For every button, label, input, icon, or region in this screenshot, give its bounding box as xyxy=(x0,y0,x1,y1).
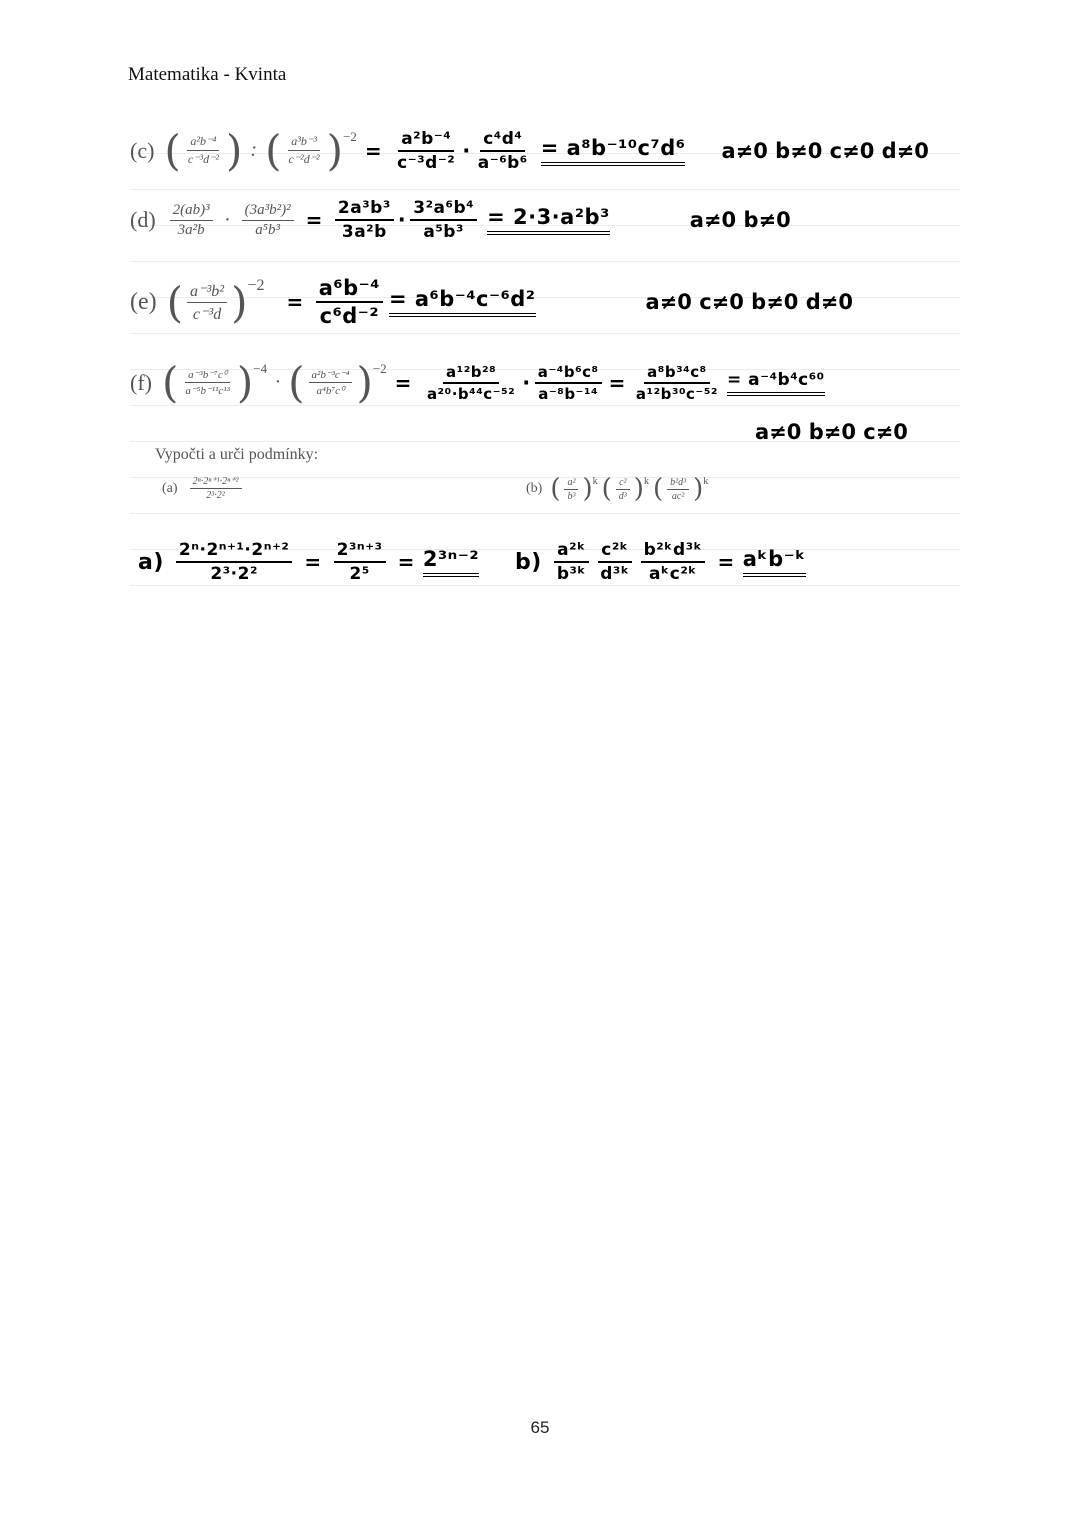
problem-label: (d) xyxy=(130,207,156,232)
problem-label: (c) xyxy=(130,137,155,163)
printed-fraction: $\frac{\text{a³b⁻³}}{\text{c⁻²d⁻²}}$ xyxy=(288,134,320,166)
page-number: 65 xyxy=(530,1418,550,1437)
handwritten-fraction: $\frac{\text{c²ᵏ}}{\text{d³ᵏ}}$ xyxy=(600,540,630,584)
solution-b: b) $\frac{\text{a²ᵏ}}{\text{b³ᵏ}}$ $\frac{\text{c²ᵏ}}{\text{d³ᵏ}}$ $\frac{\text{b²ᵏd³ᵏ}}{\text{aᵏc²ᵏ}}$ = aᵏb⁻ᵏ xyxy=(515,540,806,584)
printed-fraction: $\frac{\text{a⁻³b⁻⁷c⁰}}{\text{a⁻⁵b⁻¹¹c¹³}}$ xyxy=(185,369,230,397)
printed-fraction: $\frac{\text{c²}}{\text{d³}}$ xyxy=(616,477,630,502)
document-header: Matematika - Kvinta xyxy=(128,64,287,85)
handwritten-fraction: $\frac{\text{2a³b³}}{\text{3a²b}}$ xyxy=(335,198,394,242)
printed-fraction: $\frac{\text{(3a³b²)²}}{\text{a⁵b³}}$ xyxy=(242,202,294,239)
printed-fraction: $\frac{\text{a²b⁻³c⁻⁴}}{\text{a⁴b⁷c⁰}}$ xyxy=(309,368,353,397)
printed-fraction: $\frac{\text{a²b⁻⁴}}{\text{c⁻³d⁻²}}$ xyxy=(187,134,220,166)
handwritten-conditions: a≠0 c≠0 b≠0 d≠0 xyxy=(645,290,853,314)
solution-a: a) $\frac{\text{2ⁿ·2ⁿ⁺¹·2ⁿ⁺²}}{\text{2³·2²}}$ = $\frac{\text{2³ⁿ⁺³}}{\text{2⁵}}$ = 2³ⁿ⁻² xyxy=(138,540,480,584)
handwritten-result: = a⁻⁴b⁴c⁶⁰ xyxy=(727,370,825,396)
handwritten-fraction: $\frac{\text{b²ᵏd³ᵏ}}{\text{aᵏc²ᵏ}}$ xyxy=(641,540,706,584)
problem-f: (f) ( $\frac{\text{a⁻³b⁻⁷c⁰}}{\text{a⁻⁵b⁻¹¹c¹³}}$ ) −4 · ( $\frac{\text{a²b⁻³c⁻⁴}}{\text{a⁴b⁷c⁰}}$ ) −2 = $\frac{\text{a¹²b²⁸}}{\text{a²⁰·b⁴⁴c⁻⁵²}}$ · $\frac{\text{a⁻⁴b⁶c⁸}}{\text{a⁻⁸b⁻¹⁴}}$ = $\frac{\text{a⁸b³⁴c⁸}}{\text{a¹²b³⁰c⁻⁵²}}$ = a⁻⁴b⁴c⁶⁰ xyxy=(130,358,825,407)
problem-c: (c) ( $\frac{\text{a²b⁻⁴}}{\text{c⁻³d⁻²}}$ ) : ( $\frac{\text{a³b⁻³}}{\text{c⁻²d⁻²}}$ ) −2 = $\frac{\text{a²b⁻⁴}}{\text{c⁻³d⁻²}}$ · $\frac{\text{c⁴d⁴}}{\text{a⁻⁶b⁶}}$ = a⁸b⁻¹⁰c⁷d⁶ a≠0 b≠0 c≠0 d≠0 xyxy=(130,126,929,175)
handwritten-fraction: $\frac{\text{2³ⁿ⁺³}}{\text{2⁵}}$ xyxy=(334,540,386,584)
handwritten-conditions: a≠0 b≠0 c≠0 xyxy=(755,420,908,444)
problem-label: (e) xyxy=(130,288,157,315)
handwritten-result: aᵏb⁻ᵏ xyxy=(743,547,806,577)
handwritten-fraction: $\frac{\text{a¹²b²⁸}}{\text{a²⁰·b⁴⁴c⁻⁵²}}$ xyxy=(426,362,516,403)
printed-fraction: $\frac{\text{a²}}{\text{b³}}$ xyxy=(564,477,578,502)
printed-fraction: $\frac{\text{2(ab)³}}{\text{3a²b}}$ xyxy=(170,202,213,239)
exercise-a: (a) $\frac{\text{2ⁿ·2ⁿ⁺¹·2ⁿ⁺²}}{\text{2³·2²}}$ xyxy=(162,476,246,501)
section-title: Vypočti a urči podmínky: xyxy=(155,446,319,463)
handwritten-fraction: $\frac{\text{a²b⁻⁴}}{\text{c⁻³d⁻²}}$ xyxy=(397,128,456,173)
printed-fraction: $\frac{\text{b²d³}}{\text{ac²}}$ xyxy=(667,477,689,502)
handwritten-conditions: a≠0 b≠0 c≠0 d≠0 xyxy=(721,138,929,163)
handwritten-fraction: $\frac{\text{a⁻⁴b⁶c⁸}}{\text{a⁻⁸b⁻¹⁴}}$ xyxy=(535,363,602,403)
handwritten-fraction: $\frac{\text{a⁶b⁻⁴}}{\text{c⁶d⁻²}}$ xyxy=(316,276,383,328)
handwritten-result: = 2·3·a²b³ xyxy=(487,205,610,235)
problem-e: (e) ( $\frac{\text{a⁻³b²}}{\text{c⁻³d}}$ ) −2 = $\frac{\text{a⁶b⁻⁴}}{\text{c⁶d⁻²}}$ = a⁶b⁻⁴c⁻⁶d² a≠0 c≠0 b≠0 d≠0 xyxy=(130,276,853,328)
problem-label: (f) xyxy=(130,369,152,395)
handwritten-fraction: $\frac{\text{a²ᵏ}}{\text{b³ᵏ}}$ xyxy=(554,540,589,584)
handwritten-fraction: $\frac{\text{2ⁿ·2ⁿ⁺¹·2ⁿ⁺²}}{\text{2³·2²}}$ xyxy=(176,540,292,584)
handwritten-result: = a⁶b⁻⁴c⁻⁶d² xyxy=(389,287,536,317)
printed-fraction: $\frac{\text{a⁻³b²}}{\text{c⁻³d}}$ xyxy=(187,281,227,324)
handwritten-fraction: $\frac{\text{3²a⁶b⁴}}{\text{a⁵b³}}$ xyxy=(410,198,477,242)
worksheet-image xyxy=(130,118,960,608)
exercise-b: (b) ( $\frac{\text{a²}}{\text{b³}}$ ) k ( $\frac{\text{c²}}{\text{d³}}$ ) k ( $\frac{\text{b²d³}}{\text{ac²}}$ ) k xyxy=(526,474,709,504)
handwritten-conditions: a≠0 b≠0 xyxy=(689,208,791,232)
handwritten-fraction: $\frac{\text{c⁴d⁴}}{\text{a⁻⁶b⁶}}$ xyxy=(477,128,528,173)
handwritten-fraction: $\frac{\text{a⁸b³⁴c⁸}}{\text{a¹²b³⁰c⁻⁵²}}$ xyxy=(635,362,718,403)
handwritten-result: 2³ⁿ⁻² xyxy=(423,547,479,577)
printed-fraction: $\frac{\text{2ⁿ·2ⁿ⁺¹·2ⁿ⁺²}}{\text{2³·2²}}$ xyxy=(190,476,242,501)
problem-d: (d) $\frac{\text{2(ab)³}}{\text{3a²b}}$ · $\frac{\text{(3a³b²)²}}{\text{a⁵b³}}$ = $\frac{\text{2a³b³}}{\text{3a²b}}$ · $\frac{\text{3²a⁶b⁴}}{\text{a⁵b³}}$ = 2·3·a²b³ a≠0 b≠0 xyxy=(130,198,791,242)
handwritten-result: = a⁸b⁻¹⁰c⁷d⁶ xyxy=(541,136,686,166)
